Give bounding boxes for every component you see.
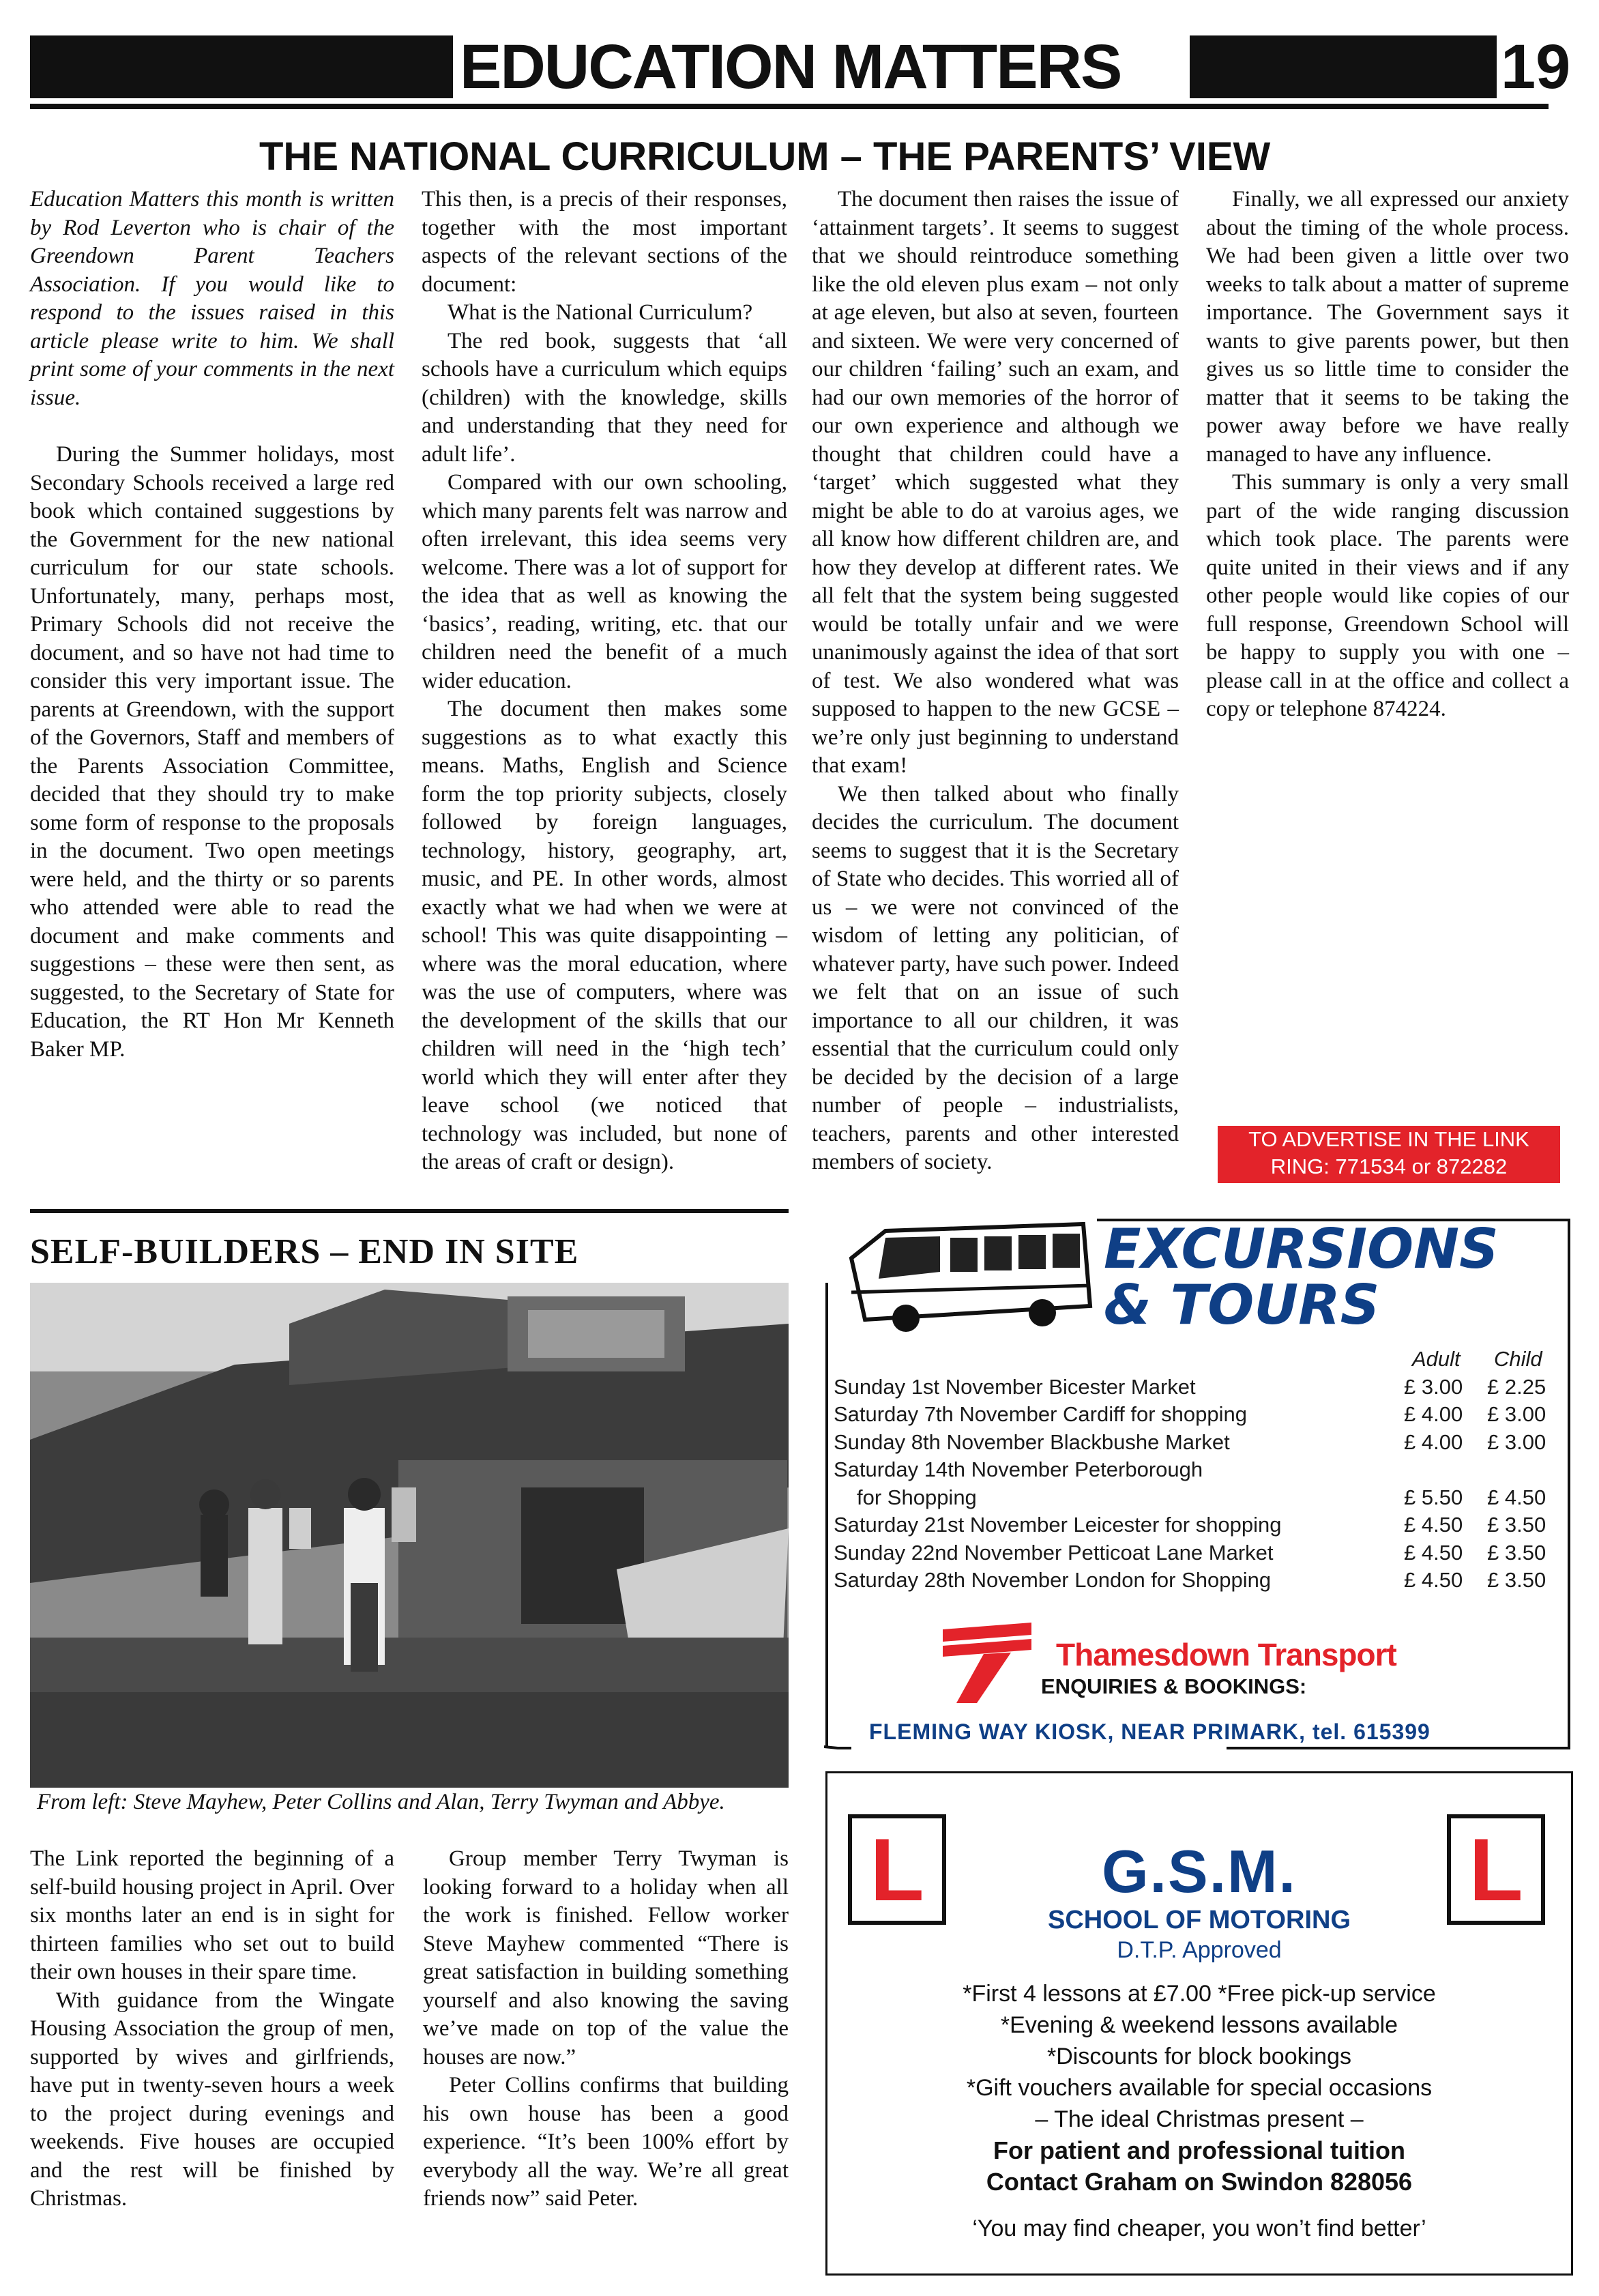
trip-adult-price: £ 4.00 (1404, 1402, 1463, 1426)
gsm-advert (825, 1771, 1573, 2276)
advertise-line-2: RING: 771534 or 872282 (1270, 1154, 1508, 1178)
gsm-offer-line: *Evening & weekend lessons available (1000, 2012, 1398, 2038)
trip-description: Sunday 1st November Bicester Market (834, 1374, 1196, 1399)
article-paragraph: With guidance from the Wingate Housing Association the group of men, supported by wives and girlfriends, have put in twenty-seven hours a week to the project during evenings and weekends. Five houses are occupied and the rest will be finished by Christmas. (30, 1988, 394, 2211)
article-column-1 (30, 186, 394, 1064)
gsm-contact-line-1: For patient and professional tuition (993, 2136, 1405, 2164)
selfbuilders-column-1 (30, 1845, 394, 2213)
article-paragraph: This summary is only a very small part of the wide ranging discussion which took place. The parents were quite united in their views and if any other people would like copies of our full response, Greendown School will be happy to supply you with one – please call in at the office and collect a copy or telephone 874224. (1206, 470, 1569, 721)
excursions-title-line-2: & TOURS (1104, 1273, 1380, 1337)
section-title: EDUCATION MATTERS (453, 31, 1128, 102)
article-paragraph: Peter Collins confirms that building his own house has been a good experience. “It’s been 100% effort by everybody all the way. We’re all great friends now” said Peter. (423, 2073, 789, 2211)
page-number: 19 (1497, 31, 1574, 102)
trip-child-price: £ 3.50 (1487, 1568, 1546, 1592)
trip-row (834, 1511, 1557, 1539)
selfbuilders-headline: SELF-BUILDERS – END IN SITE (30, 1232, 579, 1271)
gsm-approved: D.T.P. Approved (1117, 1937, 1282, 1963)
trip-adult-price: £ 3.00 (1404, 1374, 1463, 1399)
gsm-contact-line-2: Contact Graham on Swindon 828056 (986, 2168, 1413, 2196)
header-black-bar-left (30, 35, 467, 98)
trip-row (834, 1374, 1557, 1401)
trip-child-price: £ 3.50 (1487, 1513, 1546, 1537)
trip-row (834, 1484, 1557, 1512)
advertise-line-1: TO ADVERTISE IN THE LINK (1248, 1127, 1529, 1151)
trip-row (834, 1539, 1557, 1567)
gsm-offer-line: *Discounts for block bookings (1046, 2044, 1351, 2069)
article-headline: THE NATIONAL CURRICULUM – THE PARENTS’ VIEW (259, 134, 1271, 179)
header-black-bar-right (1190, 35, 1510, 98)
section-header (30, 32, 1571, 102)
trip-row (834, 1401, 1557, 1429)
excursions-title-line-1: EXCURSIONS (1104, 1217, 1499, 1281)
trip-child-price: £ 3.00 (1487, 1402, 1546, 1426)
selfbuilders-photo (30, 1283, 789, 1788)
article-paragraph: The red book, suggests that ‘all schools have a curriculum which equips (children) with the knowledge, skills and understanding that they need for adult life’. (422, 328, 787, 467)
article-paragraph: Compared with our own schooling, which many parents felt was narrow and often irrelevant, this idea seems very welcome. There was a lot of support for the idea that as well as knowing the ‘basics’, reading, writing, etc. that our children need the benefit of a much wider education. (422, 470, 787, 693)
trip-description: Sunday 22nd November Petticoat Lane Market (834, 1540, 1274, 1565)
trip-adult-price: £ 4.50 (1404, 1568, 1463, 1592)
article-paragraph: The document then makes some suggestions as to what exactly this means. Maths, English and Science form the top priority subjects, closely followed by foreign languages, technology, history, geography, art, music, and PE. In other words, almost exactly what we had when we were at school! This was quite disappointing – where was the moral education, where was the use of computers, where was the development of the skills that our children will need in the ‘high tech’ world which they will enter after they leave school (we noticed that technology was included, but none of the areas of craft or design). (422, 697, 787, 1174)
trip-row (834, 1567, 1557, 1595)
trips-table-header (834, 1346, 1557, 1374)
article-paragraph: The document then raises the issue of ‘attainment targets’. It seems to suggest that we should reintroduce something like the old eleven plus exam – not only at age eleven, but also at seven, fourteen and sixteen. We were very concerned of our children ‘failing’ such an exam, and had our own memories of the horror of our own experience and although we thought that children could have a ‘target’ which suggested what they might be able to do at varoius ages, we all know how different children are, and how they develop at different rates. We all felt that the system being suggested would be totally unfair and we were unanimously against the idea of that sort of test. We also wondered what was supposed to happen to the new GCSE – we’re only just beginning to understand that exam! (812, 187, 1179, 778)
excursions-title (1104, 1217, 1499, 1337)
gsm-offer-line: – The ideal Christmas present – (1035, 2106, 1364, 2132)
section-rule (30, 1209, 789, 1213)
selfbuilders-column-2 (423, 1845, 789, 2213)
gsm-offer-line: *Gift vouchers available for special occasions (966, 2075, 1433, 2101)
trip-description: Saturday 7th November Cardiff for shopping (834, 1402, 1247, 1426)
l-plate-right: L (1447, 1814, 1545, 1925)
houses-photo-image (30, 1283, 789, 1788)
article-column-3 (812, 186, 1179, 1177)
coach-icon (838, 1217, 1097, 1333)
gsm-offers (827, 1978, 1571, 2135)
trip-adult-price: £ 5.50 (1404, 1485, 1463, 1509)
article-paragraph: During the Summer holidays, most Secondary Schools received a large red book which contained suggestions by the Government for the new national curriculum for our state schools. Unfortunately, many, perhaps most, Primary Schools did not receive the document, and so have not had time to consider this very important issue. The parents at Greendown, with the support of the Governors, Staff and members of the Parents Association Committee, decided that they should try to make some form of response to the proposals in the document. Two open meetings were held, and the thirty or so parents who attended were able to read the document and make comments and suggestions – these were then sent, as suggested, to the Secretary of State for Education, the RT Hon Mr Kenneth Baker MP. (30, 442, 394, 1062)
trip-adult-price: £ 4.50 (1404, 1540, 1463, 1565)
gsm-school: SCHOOL OF MOTORING (1047, 1906, 1351, 1934)
trip-child-price: £ 2.25 (1487, 1374, 1546, 1399)
trip-description: for Shopping (857, 1485, 977, 1509)
header-rule (30, 104, 1549, 109)
trip-description: Sunday 8th November Blackbushe Market (834, 1429, 1230, 1454)
article-subheading: What is the National Curriculum? (448, 300, 753, 325)
gsm-name: G.S.M. (1102, 1837, 1297, 1905)
trip-child-price: £ 4.50 (1487, 1485, 1546, 1509)
enquiries-label: ENQUIRIES & BOOKINGS: (1041, 1674, 1307, 1698)
trip-adult-price: £ 4.50 (1404, 1513, 1463, 1537)
article-paragraph: Group member Terry Twyman is looking forward to a holiday when all the work is finished. Fellow worker Steve Mayhew commented “There is great satisfaction in building something yourself and also knowing the saving we’ve made on top of the value the houses are now.” (423, 1846, 789, 2069)
trip-description: Saturday 14th November Peterborough (834, 1457, 1203, 1481)
gsm-contact (827, 2135, 1571, 2198)
article-intro: Education Matters this month is written by Rod Leverton who is chair of the Greendown Parent Teachers Association. If you would like to respond to the issues raised in this article please write to him. We shall print some of your comments in the next issue. (30, 187, 394, 410)
trip-row (834, 1429, 1557, 1457)
article-paragraph: Finally, we all expressed our anxiety about the timing of the whole process. We had been given a little over two weeks to talk about a matter of supreme importance. The Government says it wants to give parents power, but then gives us so little time to consider the matter that it seems to be taking the power away before we have really managed to have any influence. (1206, 187, 1569, 467)
photo-caption: From left: Steve Mayhew, Peter Collins and Alan, Terry Twyman and Abbye. (37, 1790, 725, 1814)
trip-child-price: £ 3.50 (1487, 1540, 1546, 1565)
trip-row (834, 1456, 1557, 1484)
trip-adult-price: £ 4.00 (1404, 1429, 1463, 1454)
trips-table (834, 1346, 1557, 1595)
gsm-offer-line: *First 4 lessons at £7.00 *Free pick-up service (963, 1981, 1436, 2007)
adult-column-header: Adult (1412, 1347, 1461, 1371)
article-column-2 (422, 186, 787, 1177)
article-paragraph: We then talked about who finally decides the curriculum. The document seems to suggest that it is the Secretary of State who decides. This worried all of us – we were not convinced of the wisdom of letting any politician, of whatever party, have such power. Indeed we felt that on an issue of such importance to all our children, it was essential that the curriculum could only be decided by the decision of a large number of people – industrialists, teachers, parents and other interested members of society. (812, 781, 1179, 1174)
article-paragraph: The Link reported the beginning of a self-build housing project in April. Over six months later an end is in sight for thirteen families who set out to build their own houses in their spare time. (30, 1846, 394, 1984)
l-plate-left: L (848, 1814, 946, 1925)
kiosk-address: FLEMING WAY KIOSK, NEAR PRIMARK, tel. 615399 (869, 1719, 1431, 1744)
gsm-slogan: ‘You may find cheaper, you won’t find better’ (972, 2215, 1426, 2241)
company-name: Thamesdown Transport (1056, 1637, 1396, 1672)
excursions-advert (824, 1215, 1571, 1750)
article-paragraph: This then, is a precis of their responses, together with the most important aspects of the relevant sections of the document: (422, 187, 787, 297)
thamesdown-logo-icon (936, 1623, 1038, 1704)
trip-child-price: £ 3.00 (1487, 1429, 1546, 1454)
article-column-4 (1206, 186, 1569, 724)
child-column-header: Child (1494, 1347, 1542, 1371)
trip-description: Saturday 28th November London for Shopping (834, 1568, 1272, 1592)
trip-description: Saturday 21st November Leicester for shopping (834, 1513, 1282, 1537)
advertise-link-banner (1218, 1126, 1560, 1183)
